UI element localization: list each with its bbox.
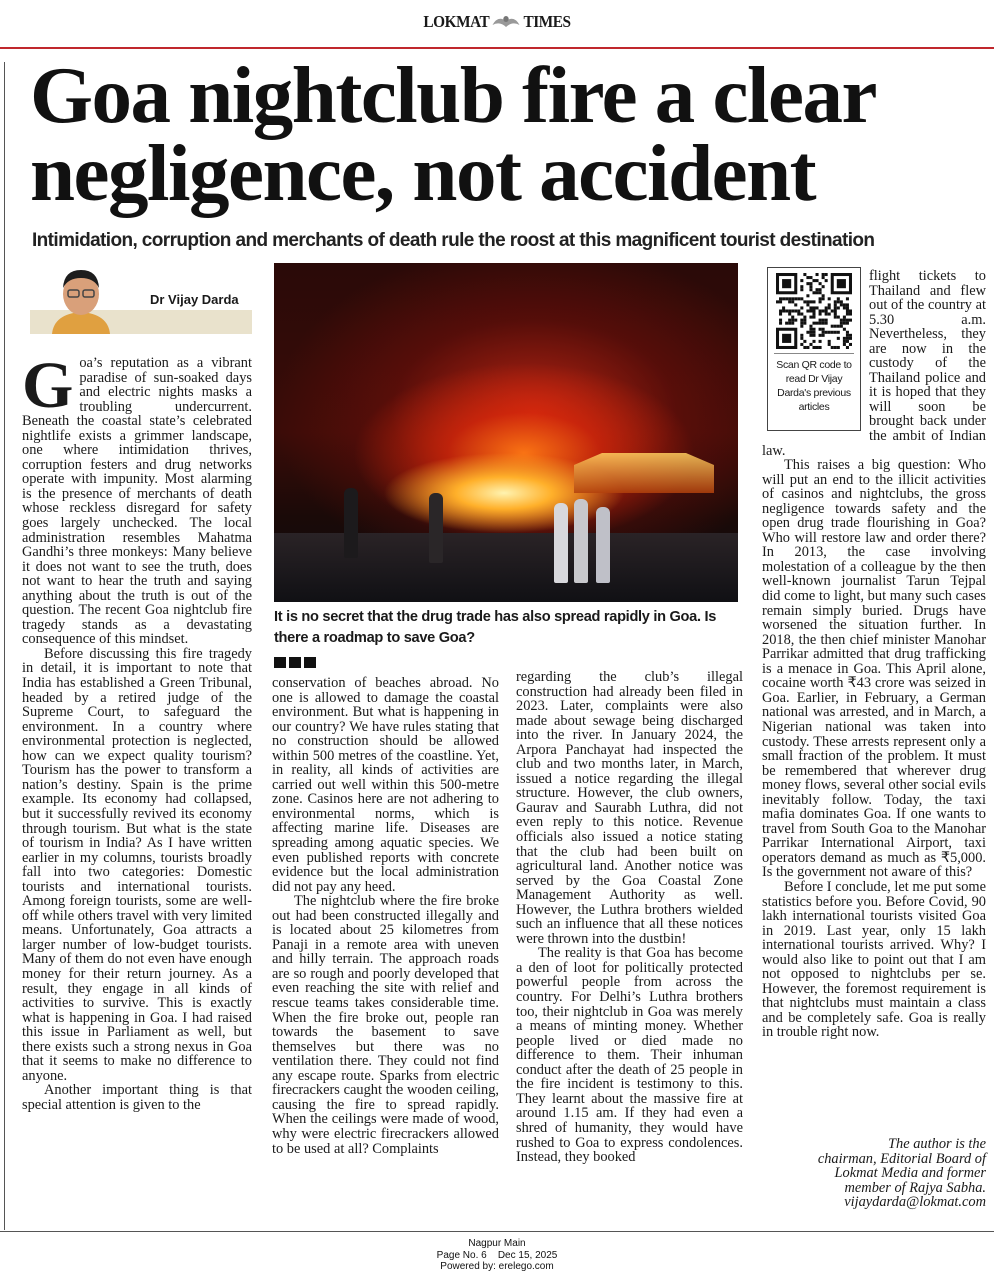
author-note-line: chairman, Editorial Board of [817,1150,986,1167]
qr-module [825,279,828,282]
qr-module [782,334,791,343]
person-figure [554,503,568,583]
qr-module [806,294,809,297]
qr-module [822,319,825,322]
qr-module [846,297,849,300]
qr-module [825,309,828,312]
qr-module [837,316,840,319]
qr-module [816,273,819,276]
qr-module [809,328,812,331]
article-paragraph: Before discussing this fire tragedy in detail, it is important to note that India has established a Green Tribunal, headed by a retired judge of the Supreme Court, to safeguard the environment. In a country where environmental protection is neglected, how can we expect quality tourism? Tourism has the power to transform a nation’s destiny. Spain is the prime example. Its economy had collapsed, but it successfully revived its economy through tourism. But what is the state of tourism in India? As I have written earlier in my columns, tourists broadly fall into two categories: Domestic tourists and international tourists. Among foreign tourists, some are well-off while others travel with very limited means. Unfortunately, Goa attracts a larger number of low-budget tourists. Many of them do not even have enough money for their return journey. As a result, they engage in all kinds of activities to survive. This is exactly what is happening in Goa. I had raised this issue in Parliament as well, but there exists such a strong nexus in Goa that it seems to make no difference to anyone. [22,645,252,1084]
qr-module [819,291,822,294]
article-column-2 [272,676,499,1156]
author-note-line: member of Rajya Sabha. [844,1179,986,1196]
qr-module [803,273,806,276]
qr-module [834,306,837,309]
qr-module [794,319,797,322]
qr-module [809,288,812,291]
qr-module [803,319,806,322]
qr-module [834,303,837,306]
qr-module [819,346,822,349]
qr-module [822,285,825,288]
article-paragraph: conservation of beaches abroad. No one is allowed to damage the coastal environment. But what is happening in our country? We have rules stating that no construction should be allowed within 500 metres of the coastline. Yet, in reality, all kinds of activities are carried out well within this 500-metre zone. Casinos here are not adhering to environmental norms, which is affecting marine life. Diseases are spreading among aquatic species. We even published reports with concrete evidence but the local administration did not pay any heed. [272,675,499,895]
qr-module [812,306,815,309]
author-photo [48,262,114,334]
qr-module [819,288,822,291]
qr-module [843,343,846,346]
qr-module [803,316,806,319]
author-note-line: Lokmat Media and former [834,1165,986,1182]
qr-module [803,322,806,325]
qr-module [816,279,819,282]
qr-module [812,291,815,294]
qr-module [797,313,800,316]
header-rule [0,47,994,49]
burning-building [574,453,714,493]
qr-module [819,282,822,285]
qr-module [806,346,809,349]
qr-module [843,340,846,343]
qr-module [819,297,822,300]
powered-by[interactable]: Powered by: erelego.com [440,1261,554,1272]
qr-module [834,300,837,303]
qr-module [812,346,815,349]
logo-text-left: LOKMAT [423,12,490,31]
qr-module [809,331,812,334]
qr-module [782,297,785,300]
qr-module [800,306,803,309]
qr-module [816,288,819,291]
qr-module [800,279,803,282]
qr-module [843,303,846,306]
qr-module [846,313,849,316]
person-figure [574,499,588,583]
fire-photo [274,263,738,602]
qr-module [837,300,840,303]
article-paragraph: The reality is that Goa has become a den of loot for politically protected powerful people from across the country. For Delhi’s Luthra brothers too, their nightclub in Goa was merely a means of minting money. Whether people lived or died made no difference to them. Their inhuman conduct after the death of 25 people in the fire incident is testimony to this. They learnt about the massive fire at around 1.15 am. If they had even a shred of humanity, they would have rushed to Goa to express condolences. Instead, they booked [516,945,743,1166]
qr-module [779,297,782,300]
qr-module [806,331,809,334]
drop-cap: G [22,349,74,422]
qr-module [809,309,812,312]
qr-module [849,334,852,337]
issue-date: Dec 15, 2025 [497,1249,558,1261]
qr-module [819,319,822,322]
qr-module [825,322,828,325]
qr-module [809,334,812,337]
qr-module [822,328,825,331]
qr-module [779,322,782,325]
qr-module [816,322,819,325]
qr-module [788,322,791,325]
qr-module [800,285,803,288]
qr-module [800,288,803,291]
square-icon [274,657,286,668]
qr-module [822,322,825,325]
photo-caption: It is no secret that the drug trade has also spread rapidly in Goa. Is there a roadmap to save Goa? [274,609,717,646]
qr-module [837,331,840,334]
qr-module [816,306,819,309]
qr-module [837,325,840,328]
qr-module [846,337,849,340]
qr-module [812,340,815,343]
qr-module [822,276,825,279]
qr-module [791,309,794,312]
qr-module [779,319,782,322]
author-email[interactable]: vijaydarda@lokmat.com [844,1194,986,1211]
qr-module [846,340,849,343]
qr-module [800,325,803,328]
qr-module [782,279,791,288]
headline [30,50,990,218]
qr-module [837,297,840,300]
qr-module [812,331,815,334]
qr-module [806,303,809,306]
qr-module [846,306,849,309]
qr-module [846,309,849,312]
qr-module [806,300,809,303]
qr-module [825,331,828,334]
footer-rule [0,1231,994,1232]
qr-module [797,297,800,300]
article-column-1 [22,349,252,1113]
qr-module [822,334,825,337]
left-border [4,62,5,1230]
qr-module [803,300,806,303]
qr-module [819,313,822,316]
qr-module [791,322,794,325]
qr-module [819,334,822,337]
person-figure [596,507,610,583]
qr-module [846,303,849,306]
qr-module [791,319,794,322]
qr-module [791,316,794,319]
qr-module [825,273,828,276]
qr-module [785,309,788,312]
qr-module [843,337,846,340]
qr-module [819,322,822,325]
qr-module [849,313,852,316]
qr-module [800,313,803,316]
qr-module [843,328,846,331]
qr-module [834,331,837,334]
qr-module [809,276,812,279]
qr-module [828,331,831,334]
qr-module [812,313,815,316]
divider [774,353,854,354]
qr-module [779,300,782,303]
emblem-icon [491,13,522,29]
qr-module [819,328,822,331]
qr-module [806,276,809,279]
qr-module [819,309,822,312]
qr-module [812,316,815,319]
qr-module [809,306,812,309]
qr-module [846,346,849,349]
paragraph-text: oa’s reputation as a vibrant paradise of sun-soaked days and electric nights masks a troubling undercurrent. Beneath the coastal state’s celebrated nightlife exists a grimmer landscape, one where intimidation thrives, corruption festers and drug networks operate with impunity. Most alarming is the presence of merchants of death whose reckless disregard for safety goes largely unchecked. The local administration resembles Mahatma Gandhi’s three monkeys: Many believe it does not want to see the truth, does not want to hear the truth and saying anything about the truth is out of the question. The recent Goa nightclub fire tragedy stands as a devastating consequence of this mindset. [22,355,252,648]
qr-module [800,343,803,346]
footer [0,1238,994,1273]
qr-module [822,309,825,312]
qr-module [791,300,794,303]
qr-module [822,331,825,334]
qr-module [809,343,812,346]
qr-module [800,322,803,325]
qr-module [831,346,834,349]
qr-module [822,294,825,297]
qr-module [800,297,803,300]
qr-module [828,343,831,346]
qr-module [785,297,788,300]
logo-text-right: TIMES [523,12,571,31]
qr-module [809,300,812,303]
qr-module [788,319,791,322]
qr-module [816,291,819,294]
qr-module [788,313,791,316]
qr-module [800,337,803,340]
person-figure [429,493,443,563]
qr-module [822,297,825,300]
qr-module [779,313,782,316]
author-note [760,1137,986,1210]
qr-module [840,322,843,325]
qr-module [812,300,815,303]
qr-module [800,334,803,337]
qr-module [834,346,837,349]
qr-module [825,306,828,309]
qr-module [840,325,843,328]
qr-module [782,306,785,309]
square-icon [304,657,316,668]
qr-module [837,279,846,288]
qr-module [809,325,812,328]
qr-module [812,309,815,312]
qr-module [788,297,791,300]
qr-module [825,313,828,316]
qr-module [806,282,809,285]
qr-module [849,337,852,340]
qr-module [828,297,831,300]
qr-module [816,346,819,349]
qr-module [831,309,834,312]
qr-module [825,319,828,322]
headline-line-1: Goa nightclub fire a clear [30,50,876,140]
qr-box[interactable] [767,267,861,431]
page-number: Page No. 6 [436,1249,487,1261]
qr-module [803,340,806,343]
qr-module [828,313,831,316]
qr-module [843,306,846,309]
qr-module [794,309,797,312]
qr-module [828,340,831,343]
qr-caption: Scan QR code to read Dr Vijay Darda's previous articles [776,359,852,413]
article-paragraph: This raises a big question: Who will put an end to the illicit activities of casinos and nightclubs, the gross negligence towards safety and the open drug trade flourishing in Goa? Who will restore law and order there? In 2013, the case involving molestation of a colleague by the then well-known journalist Tarun Tejpal did come to light, but many such cases remain simply buried. Drugs have worsened the situation further. In 2018, the then chief minister Manohar Parrikar admitted that drug trafficking is a menace in Goa. This April alone, cocaine worth ₹43 crore was seized in Goa. Earlier, in February, a German national was arrested, and in March, a Nigerian national was taken into custody. These arrests represent only a small fraction of the problem. It must be remembered that wherever drug money flows, several other social evils inevitably follow. Today, the taxi mafia dominates Goa. If one wants to travel from South Goa to the Manohar Parrikar International Airport, taxi operators demand as much as ₹5,000. Is the government not aware of this? [762,457,986,881]
article-paragraph: Another important thing is that special attention is given to the [22,1082,252,1113]
qr-code-icon[interactable] [776,273,852,349]
qr-module [837,306,840,309]
qr-module [843,316,846,319]
qr-module [849,319,852,322]
byline [30,262,252,336]
qr-module [819,340,822,343]
qr-module [782,309,785,312]
article-paragraph: The nightclub where the fire broke out had been constructed illegally and is located about 25 kilometres from Panaji in a remote area with uneven and hilly terrain. The approach roads are so rough and poorly developed that even reaching the site with relief and rescue teams takes considerable time. When the fire broke out, people ran towards the basement to save themselves but there was no ventilation there. They could not find any escape route. Sparks from electric firecrackers caught the wooden ceiling, causing the fire to spread rapidly. When the ceilings were made of wood, why were electric firecrackers allowed to be used at all? Complaints [272,893,499,1157]
qr-module [788,300,791,303]
qr-module [846,322,849,325]
author-name: Dr Vijay Darda [150,292,239,307]
article-paragraph: Before I conclude, let me put some statistics before you. Before Covid, 90 lakh international tourists visited Goa in 2019. Last year, only 15 lakh international tourists arrived. Why? I would also like to point out that I am not opposed to nightclubs per se. However, the foremost requirement is that nightclubs must maintain a class and be completely safe. Goa is really in trouble right now. [762,878,986,1041]
qr-module [834,313,837,316]
qr-module [846,334,849,337]
qr-module [840,300,843,303]
qr-module [843,319,846,322]
subheadline: Intimidation, corruption and merchants of death rule the roost at this magnificent tourist destination [32,230,875,251]
qr-module [809,316,812,319]
qr-module [834,325,837,328]
article-paragraph [22,349,252,648]
person-figure [344,488,358,558]
qr-module [803,346,806,349]
qr-module [828,306,831,309]
qr-module [800,319,803,322]
qr-module [837,346,840,349]
article-column-3 [516,670,743,1165]
qr-module [812,279,815,282]
qr-module [812,322,815,325]
qr-module [809,285,812,288]
qr-module [822,273,825,276]
qr-module [846,319,849,322]
qr-module [840,319,843,322]
masthead-logo [50,12,945,32]
qr-module [776,300,779,303]
section-marker [274,655,319,673]
square-icon [289,657,301,668]
qr-module [837,337,840,340]
page-info [0,1250,994,1262]
qr-module [797,309,800,312]
article-paragraph: regarding the club’s illegal construction had already been filed in 2023. Later, complaints were also made about sewage being discharged into the river. In January 2024, the Arpora Panchayat had inspected the club and two months later, in March, issued a notice regarding the illegal structure. However, the club owners, Gaurav and Saurabh Luthra, did not even reply to this notice. Revenue officials also issued a notice stating that the club had been built on agricultural land. Another notice was served by the Goa Coastal Zone Management Authority as well. However, the Luthra brothers wielded such an influence that all these notices were thrown into the dustbin! [516,669,743,947]
qr-module [831,331,834,334]
qr-module [828,303,831,306]
qr-module [812,328,815,331]
qr-module [840,303,843,306]
qr-module [834,316,837,319]
qr-module [849,309,852,312]
qr-module [834,309,837,312]
qr-module [788,309,791,312]
author-note-line: The author is the [888,1136,986,1152]
qr-module [831,325,834,328]
edition-name: Nagpur Main [468,1238,526,1249]
article-column-4 [762,269,986,1040]
qr-module [812,334,815,337]
qr-module [794,297,797,300]
qr-module [846,331,849,334]
qr-module [785,322,788,325]
qr-module [849,343,852,346]
qr-module [843,322,846,325]
qr-module [819,300,822,303]
article-paragraph: flight tickets to Thailand and flew out of the country at 5.30 a.m. Nevertheless, they are now in the custody of the Thailand police and it is hoped that they will soon be brought back under the ambit of Indian law. [762,268,986,459]
qr-module [809,282,812,285]
qr-module [806,309,809,312]
headline-line-2: negligence, not accident [30,128,816,218]
qr-module [794,303,797,306]
qr-module [791,297,794,300]
qr-module [779,309,782,312]
